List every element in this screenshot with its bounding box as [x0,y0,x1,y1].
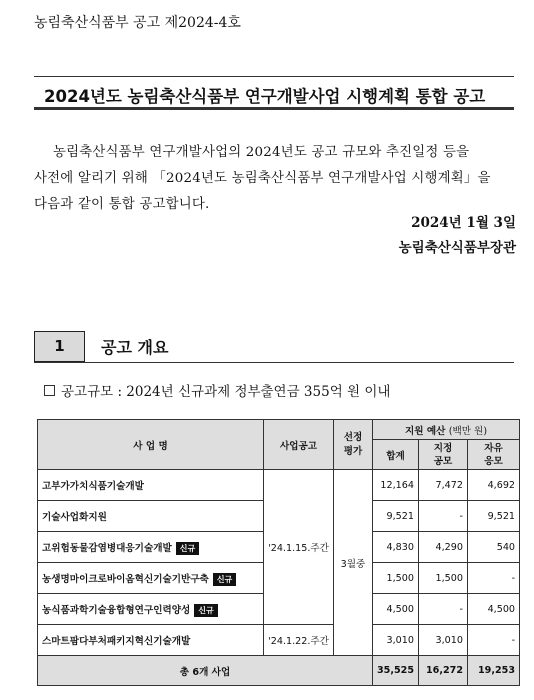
section-rule [34,362,514,363]
header-eval-label: 선정 평가 [343,431,363,457]
budget-free: 9,521 [468,501,520,532]
header-program-name: 사 업 명 [38,420,264,470]
notice-date-group2: '24.1.22.주간 [264,625,334,656]
announcement-scale [44,380,390,400]
budget-designated: 4,290 [419,532,468,563]
program-name: 고위험동물감염병대응기술개발 [42,542,172,554]
budget-designated: - [419,594,468,625]
budget-total: 4,830 [373,532,419,563]
program-name: 스마트팜다부처패키지혁신기술개발 [38,625,264,656]
header-notice: 사업공고 [264,420,334,470]
announcement-scale-text: 공고규모 : 2024년 신규과제 정부출연금 355억 원 이내 [61,384,391,400]
total-label: 총 6개 사업 [38,656,373,686]
header-eval [334,420,373,470]
grand-free: 19,253 [468,656,520,686]
header-budget-label: 지원 예산 [404,425,446,437]
budget-total: 3,010 [373,625,419,656]
page-title: 2024년도 농림축산식품부 연구개발사업 시행계획 통합 공고 [44,87,486,106]
announcement-date: 2024년 1월 3일 [411,215,516,231]
total-row [38,656,520,686]
program-table [37,419,520,686]
intro-line-3: 다음과 같이 통합 공고합니다. [34,197,210,212]
budget-total: 9,521 [373,501,419,532]
intro-line-1: 농림축산식품부 연구개발사업의 2024년도 공고 규모와 추진일정 등을 [53,145,470,160]
new-badge: 신규 [194,604,217,617]
checkbox-icon [44,385,55,396]
table-row [38,625,520,656]
program-name: 농생명마이크로바이옴혁신기술기반구축 [42,573,209,585]
header-free [468,440,520,470]
notice-date-group1: '24.1.15.주간 [264,470,334,625]
new-badge: 신규 [213,573,236,586]
budget-total: 4,500 [373,594,419,625]
grand-total: 35,525 [373,656,419,686]
program-name-cell [38,532,264,563]
header-free-label: 자유 응모 [484,442,503,467]
program-name-cell [38,594,264,625]
section-title: 공고 개요 [101,338,169,357]
header-budget [373,420,520,440]
budget-free: - [468,563,520,594]
budget-designated: - [419,501,468,532]
header-budget-unit: (백만 원) [448,425,488,437]
section-number: 1 [34,331,85,362]
new-badge: 신규 [176,542,199,555]
title-top-rule [34,76,514,77]
notice-number: 농림축산식품부 공고 제2024-4호 [34,15,241,31]
program-name: 기술사업화지원 [38,501,264,532]
program-name: 농식품과학기술융합형연구인력양성 [42,604,191,616]
eval-period: 3월중 [334,470,373,656]
header-designated-label: 지정 공모 [433,442,453,467]
budget-free: 4,692 [468,470,520,501]
budget-total: 12,164 [373,470,419,501]
budget-designated: 1,500 [419,563,468,594]
program-name: 고부가가치식품기술개발 [38,470,264,501]
intro-line-2: 사전에 알리기 위해 「2024년도 농림축산식품부 연구개발사업 시행계획」을 [34,171,491,186]
budget-total: 1,500 [373,563,419,594]
budget-free: - [468,625,520,656]
program-name-cell [38,563,264,594]
table-row [38,470,520,501]
issuer-name: 농림축산식품부장관 [398,240,516,256]
budget-designated: 3,010 [419,625,468,656]
grand-designated: 16,272 [419,656,468,686]
budget-free: 4,500 [468,594,520,625]
budget-free: 540 [468,532,520,563]
title-bottom-rule [34,107,514,110]
header-designated [419,440,468,470]
budget-designated: 7,472 [419,470,468,501]
header-total: 합계 [373,440,419,470]
